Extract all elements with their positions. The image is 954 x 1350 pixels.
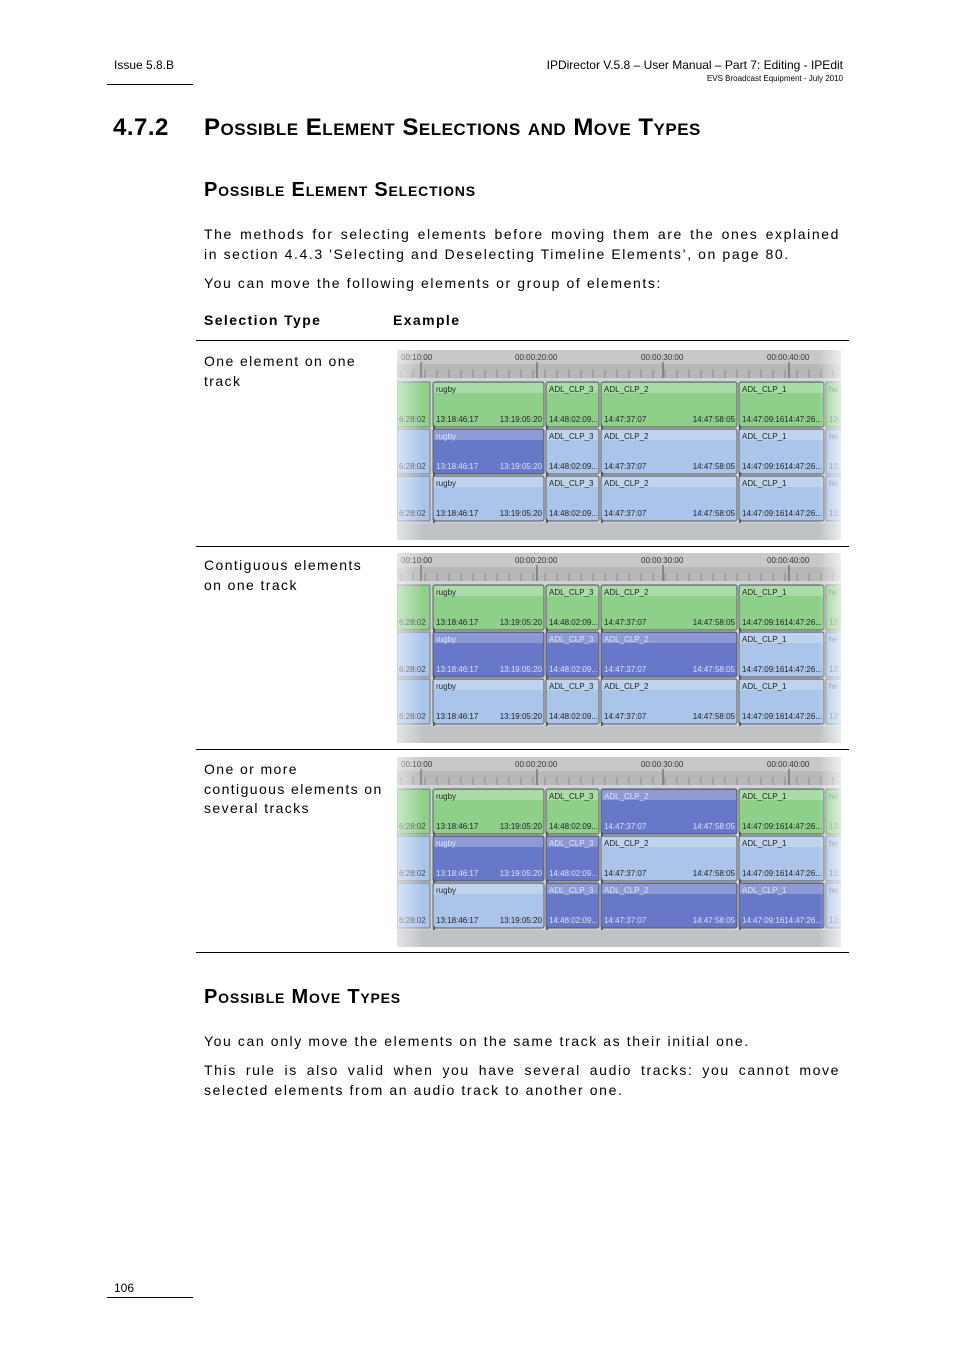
company-date: EVS Broadcast Equipment - July 2010: [706, 74, 843, 83]
selections-paragraph-1: The methods for selecting elements before moving them are the ones explained in section 4.4.3 'Selecting and Deselecting Timeline Elements’, on page 80.: [204, 226, 840, 262]
timeline-svg: [397, 757, 841, 947]
timeline-example-2: [397, 553, 841, 743]
section-title: Possible Element Selections and Move Types: [204, 114, 701, 141]
timeline-example-3: [397, 757, 841, 947]
page-number: 106: [114, 1281, 135, 1295]
header-rule: [107, 84, 193, 85]
timeline-example-1: [397, 350, 841, 540]
running-header: [547, 58, 843, 83]
edge-fade: [397, 350, 841, 540]
section-heading: [113, 114, 701, 142]
table-rule-bottom: [196, 952, 849, 953]
subsection-title-moves: Possible Move Types: [204, 986, 401, 1008]
manual-title: IPDirector V.5.8 – User Manual – Part 7: Editing - IPEdit: [546, 58, 843, 72]
section-number: 4.7.2: [113, 114, 169, 141]
row-label-contiguous-one-track: Contiguous elements on one track: [204, 557, 363, 593]
timeline-svg: [397, 553, 841, 743]
table-rule-top: [196, 340, 849, 341]
moves-paragraph-2: This rule is also valid when you have several audio tracks: you cannot move selected elements from an audio track to another one.: [204, 1062, 840, 1098]
table-rule: [196, 749, 849, 750]
edge-fade: [397, 757, 841, 947]
edge-fade: [397, 553, 841, 743]
selections-paragraph-2: You can move the following elements or group of elements:: [204, 275, 663, 291]
column-header-example: Example: [393, 312, 461, 328]
row-label-several-tracks: One or more contiguous elements on several tracks: [204, 761, 383, 816]
moves-paragraph-1: You can only move the elements on the same track as their initial one.: [204, 1033, 750, 1049]
column-header-selection-type: Selection Type: [204, 312, 322, 328]
issue-label: Issue 5.8.B: [114, 58, 175, 72]
row-label-one-element: One element on one track: [204, 353, 357, 389]
subsection-title-selections: Possible Element Selections: [204, 179, 476, 201]
table-rule: [196, 546, 849, 547]
footer-rule: [107, 1297, 193, 1298]
timeline-svg: [397, 350, 841, 540]
